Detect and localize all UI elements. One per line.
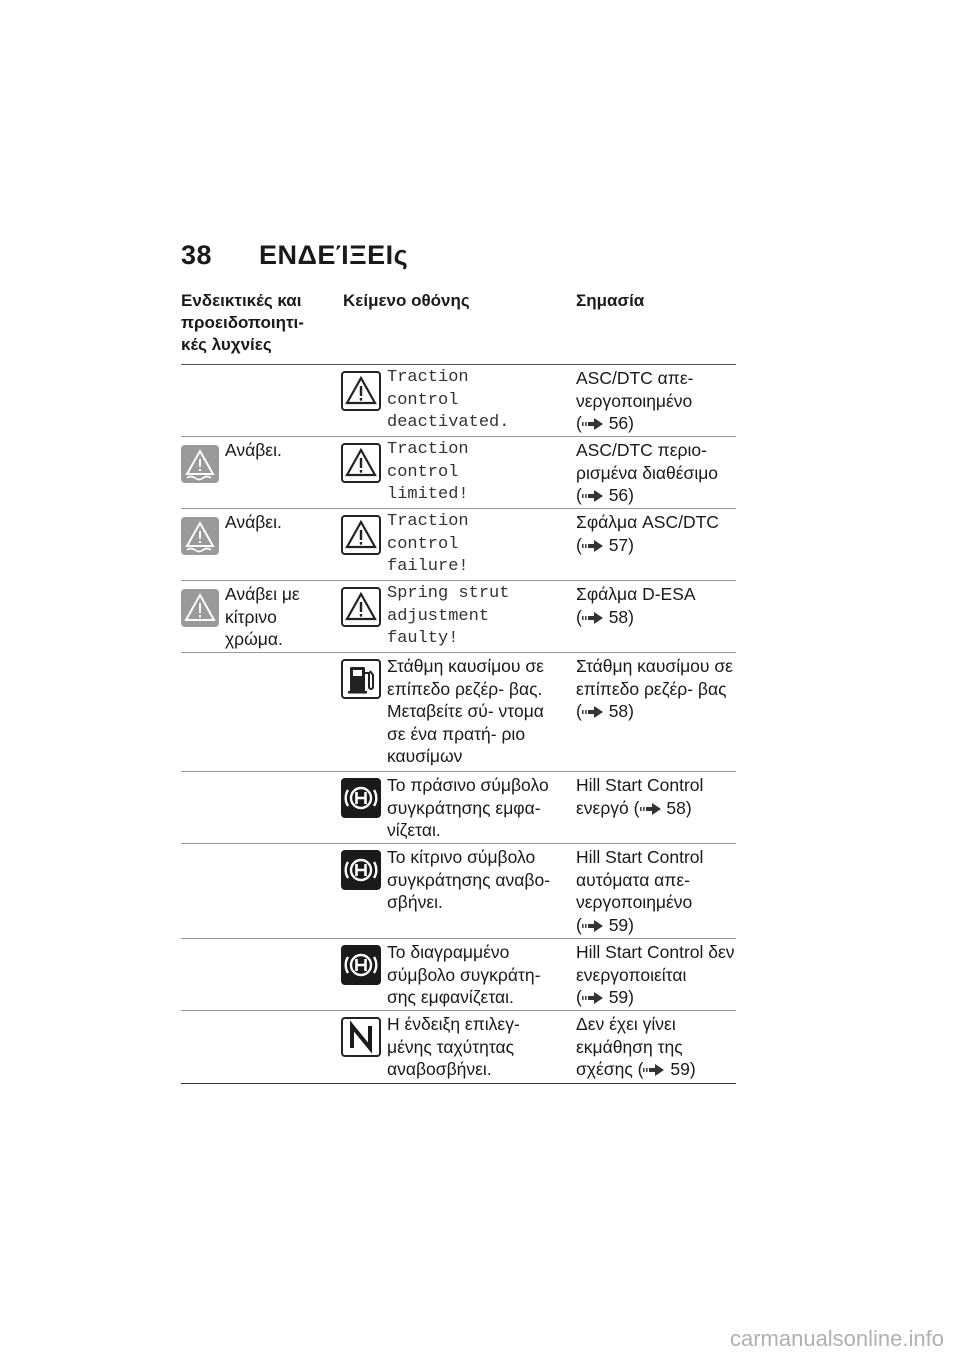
- reference-page-number: 57: [608, 534, 629, 555]
- reference-arrow-icon: [582, 915, 604, 935]
- display-text: Το διαγραμμένο σύμβολο συγκράτη- σης εμφανίζεται.: [387, 942, 541, 1007]
- meaning-label: Hill Start Control δεν ενεργοποιείται: [576, 942, 735, 985]
- meaning-text: [576, 367, 741, 435]
- column-header-indicator: Ενδεικτικές και προειδοποιητι- κές λυχνίες: [181, 291, 304, 354]
- table-row: [181, 437, 736, 509]
- meaning-text: [576, 655, 741, 723]
- page-reference[interactable]: ( 58): [633, 797, 692, 818]
- reference-page-number: 59: [670, 1059, 690, 1079]
- table-row: [181, 1011, 736, 1084]
- table-row: [181, 365, 736, 437]
- reference-arrow-icon: [643, 1059, 665, 1079]
- reference-page-number: 59: [608, 914, 629, 935]
- page-reference[interactable]: ( 58): [576, 701, 634, 721]
- meaning-label: Hill Start Control ενεργό: [576, 775, 704, 818]
- display-text: Το κίτρινο σύμβολο συγκράτησης αναβο- σβήνει.: [387, 847, 551, 912]
- display-text: Traction control deactivated.: [387, 368, 510, 432]
- meaning-label: Σφάλμα ASC/DTC: [576, 512, 719, 532]
- traction-warning-lamp-icon: [181, 517, 219, 555]
- watermark: carmanualsonline.info: [729, 1326, 944, 1351]
- reference-arrow-icon: [582, 987, 604, 1007]
- table-row: [181, 772, 736, 844]
- reference-arrow-icon: [582, 485, 604, 505]
- meaning-text: [576, 1013, 741, 1081]
- meaning-label: ASC/DTC περιο- ρισμένα διαθέσιμο: [576, 440, 719, 483]
- table-row: [181, 653, 736, 772]
- table-row: [181, 844, 736, 939]
- meaning-label: Hill Start Control αυτόματα απε- νεργοποιημένο: [576, 847, 704, 912]
- display-text: Traction control failure!: [387, 512, 469, 576]
- page-reference[interactable]: ( 57): [576, 534, 634, 555]
- page-reference[interactable]: ( 56): [576, 485, 634, 505]
- reference-arrow-icon: [582, 413, 604, 433]
- page-reference[interactable]: ( 59): [576, 914, 634, 935]
- meaning-text: [576, 774, 741, 819]
- reference-page-number: 58: [608, 701, 629, 721]
- lamp-status-text: Ανάβει.: [225, 440, 282, 460]
- indicator-table: [181, 364, 736, 1084]
- meaning-text: [576, 511, 741, 556]
- warning-triangle-icon: [341, 443, 381, 483]
- lamp-status-text: Ανάβει.: [225, 512, 282, 532]
- reference-arrow-icon: [582, 535, 604, 555]
- display-text: Spring strut adjustment faulty!: [387, 584, 510, 648]
- hill-start-icon: [341, 850, 381, 890]
- meaning-text: [576, 583, 741, 628]
- table-row: [181, 939, 736, 1011]
- general-warning-lamp-icon: [181, 589, 219, 627]
- column-header-meaning: Σημασία: [576, 291, 645, 310]
- meaning-text: [576, 439, 741, 507]
- page-header: [181, 240, 408, 271]
- display-text: Η ένδειξη επιλεγ- μένης ταχύτητας αναβοσβήνει.: [387, 1014, 520, 1079]
- page-reference[interactable]: ( 56): [576, 413, 634, 433]
- reference-page-number: 56: [608, 485, 629, 505]
- display-text: Στάθμη καυσίμου σε επίπεδο ρεζέρ- βας. Μεταβείτε σύ- ντομα σε ένα πρατή- ριο καυσίμων: [387, 656, 544, 766]
- reference-page-number: 58: [666, 797, 686, 818]
- meaning-label: Σφάλμα D-ESA: [576, 584, 695, 604]
- column-header-display-text: Κείμενο οθόνης: [343, 291, 470, 310]
- reference-arrow-icon: [582, 607, 604, 627]
- table-row: [181, 581, 736, 653]
- meaning-label: Δεν έχει γίνει εκμάθηση της σχέσης: [576, 1014, 683, 1079]
- page-number: 38: [181, 240, 213, 270]
- meaning-label: ASC/DTC απε- νεργοποιημένο: [576, 368, 694, 411]
- warning-triangle-icon: [341, 371, 381, 411]
- reference-page-number: 59: [608, 987, 629, 1007]
- reference-arrow-icon: [582, 701, 604, 721]
- page-reference[interactable]: ( 59): [576, 987, 634, 1007]
- neutral-n-icon: [341, 1017, 381, 1057]
- hill-start-icon: [341, 778, 381, 818]
- warning-triangle-icon: [341, 587, 381, 627]
- reference-arrow-icon: [640, 798, 662, 818]
- fuel-pump-icon: [341, 659, 381, 699]
- table-row: [181, 509, 736, 581]
- lamp-status-text: Ανάβει με κίτρινο χρώμα.: [225, 584, 300, 649]
- reference-page-number: 58: [608, 606, 629, 627]
- meaning-label: Στάθμη καυσίμου σε επίπεδο ρεζέρ- βας: [576, 656, 733, 699]
- page-reference[interactable]: ( 58): [576, 606, 634, 627]
- page-reference[interactable]: ( 59): [637, 1059, 696, 1079]
- page-title: ΕΝΔΕΊΞΕΙς: [259, 240, 409, 270]
- display-text: Το πράσινο σύμβολο συγκράτησης εμφα- νίζεται.: [387, 775, 549, 840]
- meaning-text: [576, 941, 741, 1009]
- meaning-text: [576, 846, 741, 936]
- warning-triangle-icon: [341, 515, 381, 555]
- traction-warning-lamp-icon: [181, 445, 219, 483]
- display-text: Traction control limited!: [387, 440, 469, 504]
- hill-start-icon: [341, 945, 381, 985]
- reference-page-number: 56: [608, 413, 629, 433]
